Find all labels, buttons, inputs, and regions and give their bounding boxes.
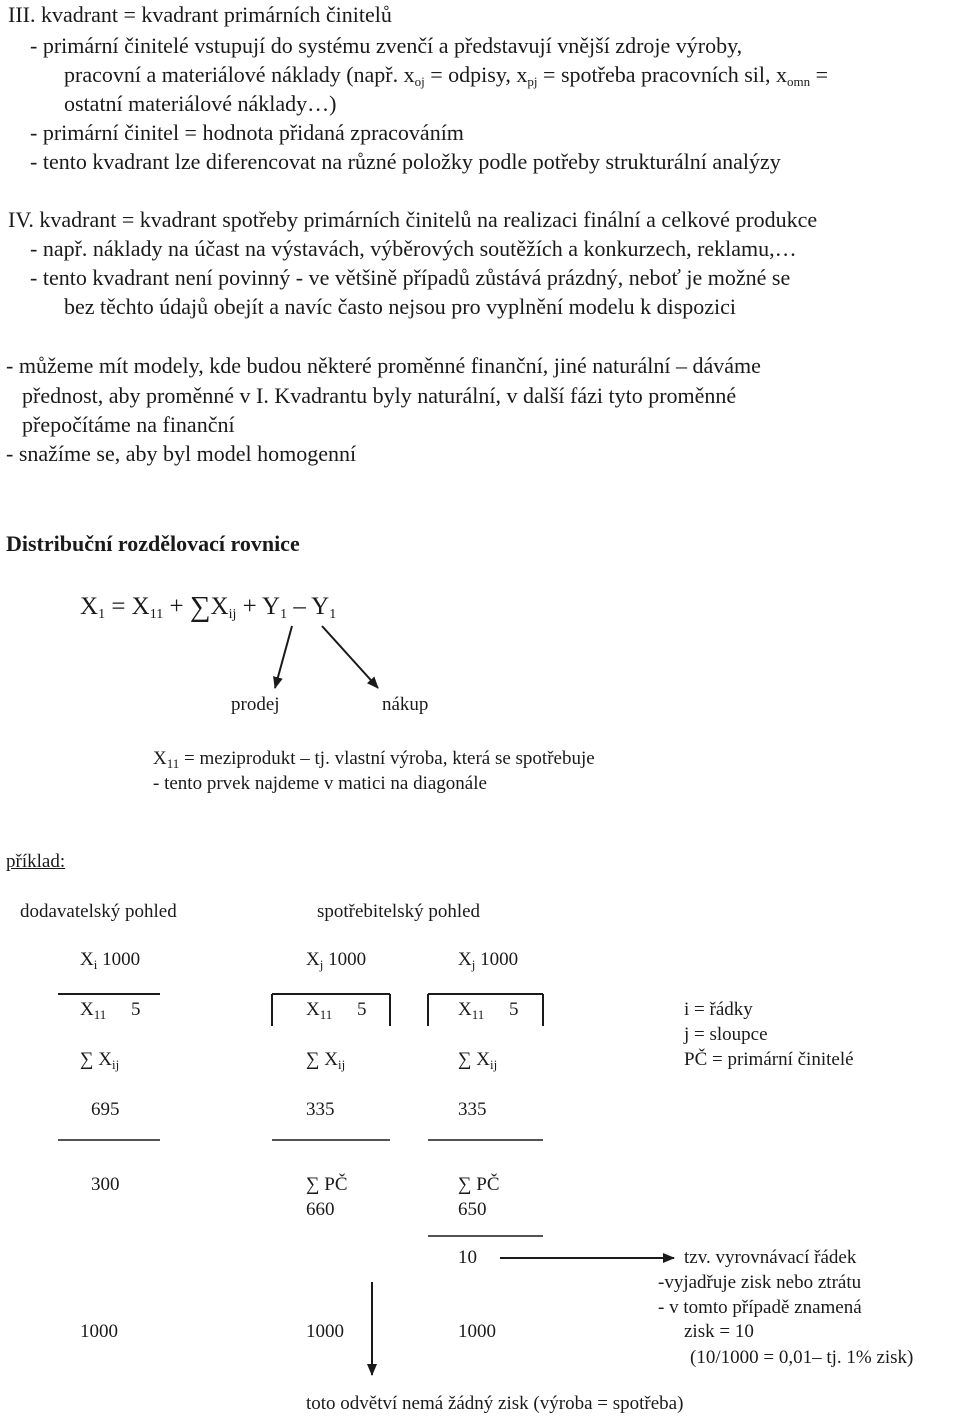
- col2-x11-value: 5: [357, 999, 367, 1020]
- sum-icon: ∑: [189, 591, 211, 623]
- col1-x11-value: 5: [131, 999, 141, 1020]
- total-xj-col3: $X_j$ 1000: [458, 949, 519, 972]
- distribution-equation: $X_1 = X_{11} + \sum X_{ij} + Y_1 - Y_1$: [80, 591, 337, 623]
- section3-bullet-1-line-1: - primární činitelé vstupují do systému zvenčí a představují vnější zdroje výroby,: [30, 33, 743, 58]
- arrow-to-prodej: [275, 626, 292, 688]
- col3-sum-pc: ∑ PČ: [458, 1174, 500, 1195]
- section3-heading: III. kvadrant = kvadrant primárních činitelů: [8, 2, 392, 27]
- col2-pc-value: 660: [306, 1199, 335, 1220]
- col1-x11: $X_{11}$: [80, 999, 107, 1022]
- col3-pc-value: 650: [458, 1199, 487, 1220]
- supplier-view-label: dodavatelský pohled: [20, 901, 177, 922]
- balance-note-2: -vyjadřuje zisk nebo ztrátu: [658, 1272, 862, 1293]
- col1-sum-xij: ∑ $X_{ij}$: [80, 1049, 120, 1072]
- intermediate-note-2: - tento prvek najdeme v matici na diagonále: [153, 773, 487, 794]
- col1-pc-value: 300: [91, 1174, 120, 1195]
- sum-icon: ∑: [458, 1174, 472, 1195]
- col2-sum-pc: ∑ PČ: [306, 1174, 348, 1195]
- col2-x11: $X_{11}$: [306, 999, 333, 1022]
- section3-bullet-3: - tento kvadrant lze diferencovat na různé položky podle potřeby strukturální analýzy: [30, 149, 781, 174]
- distribution-heading: Distribuční rozdělovací rovnice: [6, 531, 300, 556]
- col3-x11: $X_{11}$: [458, 999, 485, 1022]
- notes-line-2: přednost, aby proměnné v I. Kvadrantu byly naturální, v další fázi tyto proměnné: [22, 383, 737, 408]
- footer-note: toto odvětví nemá žádný zisk (výroba = spotřeba): [306, 1393, 684, 1414]
- sum-icon: ∑: [458, 1049, 472, 1070]
- section3-bullet-1-line-3: ostatní materiálové náklady…): [64, 91, 337, 116]
- sell-label: prodej: [231, 694, 280, 715]
- section3-bullet-2: - primární činitel = hodnota přidaná zpracováním: [30, 120, 464, 145]
- section4-bullet-1: - např. náklady na účast na výstavách, výběrových soutěžích a konkurzech, reklamu,…: [30, 236, 797, 261]
- col3-total: 1000: [458, 1321, 496, 1342]
- col2-sum-xij: ∑ $X_{ij}$: [306, 1049, 346, 1072]
- balance-note-1: tzv. vyrovnávací řádek: [684, 1247, 857, 1268]
- section4-bullet-2-line-2: bez těchto údajů obejít a navíc často nejsou pro vyplnění modelu k dispozici: [64, 294, 737, 319]
- buy-label: nákup: [382, 694, 429, 715]
- balance-note-3: - v tomto případě znamená: [658, 1297, 862, 1318]
- section4-heading: IV. kvadrant = kvadrant spotřeby primárních činitelů na realizaci finální a celkové produkce: [8, 207, 818, 232]
- legend-primary-factors: PČ = primární činitelé: [684, 1049, 854, 1070]
- total-xj-col2: $X_j$ 1000: [306, 949, 367, 972]
- col3-balance-value: 10: [458, 1247, 477, 1268]
- notes-line-1: - můžeme mít modely, kde budou některé proměnné finanční, jiné naturální – dáváme: [6, 353, 761, 378]
- col3-sum-xij: ∑ $X_{ij}$: [458, 1049, 498, 1072]
- arrow-to-nakup: [322, 626, 378, 688]
- balance-note-4: zisk = 10: [684, 1321, 754, 1342]
- sum-icon: ∑: [80, 1049, 94, 1070]
- legend-rows: i = řádky: [684, 999, 753, 1020]
- col2-total: 1000: [306, 1321, 344, 1342]
- legend-columns: j = sloupce: [684, 1024, 768, 1045]
- sum-icon: ∑: [306, 1049, 320, 1070]
- notes-line-4: - snažíme se, aby byl model homogenní: [6, 441, 357, 466]
- col3-x11-value: 5: [509, 999, 519, 1020]
- section4-bullet-2-line-1: - tento kvadrant není povinný - ve většině případů zůstává prázdný, neboť je možné se: [30, 265, 791, 290]
- example-title: příklad:: [6, 851, 66, 872]
- consumer-view-label: spotřebitelský pohled: [317, 901, 481, 922]
- col3-inner-value: 335: [458, 1099, 487, 1120]
- col1-total: 1000: [80, 1321, 118, 1342]
- total-xi: $X_i$ 1000: [80, 949, 141, 972]
- notes-line-3: přepočítáme na finanční: [22, 412, 235, 437]
- balance-note-5: (10/1000 = 0,01– tj. 1% zisk): [690, 1347, 914, 1368]
- col1-inner-value: 695: [91, 1099, 120, 1120]
- intermediate-note-1: $X_{11}$ = meziprodukt – tj. vlastní výroba, která se spotřebuje: [153, 748, 595, 771]
- sum-icon: ∑: [306, 1174, 320, 1195]
- col2-inner-value: 335: [306, 1099, 335, 1120]
- section3-bullet-1-line-2: pracovní a materiálové náklady (např. $x_{oj}$ = odpisy, $x_{pj}$ = spotřeba pracovních sil, $x_{omn}$ =: [64, 62, 829, 89]
